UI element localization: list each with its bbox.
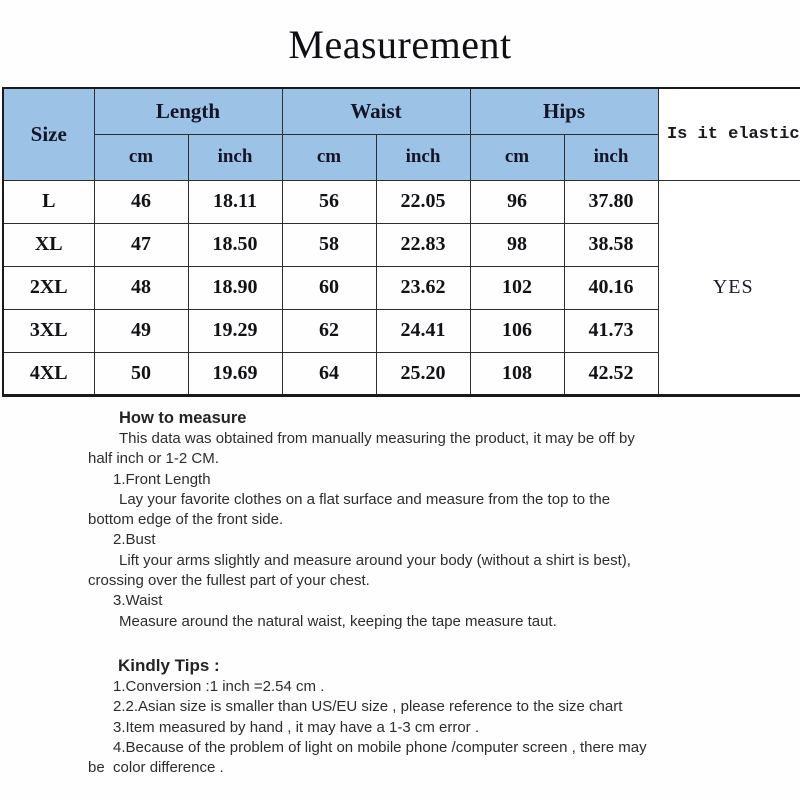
cell-waist-cm: 60 xyxy=(282,266,376,309)
cell-waist-cm: 58 xyxy=(282,223,376,266)
measurement-table-wrap xyxy=(2,87,800,400)
size-row-l xyxy=(3,180,800,223)
tip-color-difference-cont: be color difference . xyxy=(88,759,224,777)
unit-header-waist-inch: inch xyxy=(376,134,470,180)
col-group-hips: Hips xyxy=(470,88,658,134)
cell-length-cm: 47 xyxy=(94,223,188,266)
kindly-tips-section xyxy=(88,655,698,778)
unit-header-hips-inch: inch xyxy=(564,134,658,180)
col-group-length: Length xyxy=(94,88,282,134)
cell-waist-inch: 24.41 xyxy=(376,309,470,352)
unit-header-hips-cm: cm xyxy=(470,134,564,180)
measurement-table xyxy=(2,87,800,397)
cell-length-inch: 18.50 xyxy=(188,223,282,266)
page-title: Measurement xyxy=(288,22,512,67)
howto-line: Measure around the natural waist, keeping the tape measure taut. xyxy=(119,612,557,630)
cell-waist-cm: 64 xyxy=(282,352,376,395)
tip-asian-size: 2.2.Asian size is smaller than US/EU size , please reference to the size chart xyxy=(113,698,623,716)
tip-color-difference: 4.Because of the problem of light on mobile phone /computer screen , there may xyxy=(113,738,647,756)
cell-hips-inch: 42.52 xyxy=(564,352,658,395)
unit-header-length-cm: cm xyxy=(94,134,188,180)
cell-length-cm: 46 xyxy=(94,180,188,223)
cell-waist-inch: 22.05 xyxy=(376,180,470,223)
howto-line: bottom edge of the front side. xyxy=(88,511,284,529)
cell-length-cm: 50 xyxy=(94,352,188,395)
howto-step-bust: 2.Bust xyxy=(113,531,156,549)
col-group-waist: Waist xyxy=(282,88,470,134)
cell-hips-inch: 41.73 xyxy=(564,309,658,352)
cell-hips-cm: 98 xyxy=(470,223,564,266)
cell-hips-inch: 37.80 xyxy=(564,180,658,223)
cell-waist-inch: 23.62 xyxy=(376,266,470,309)
size-label: 4XL xyxy=(3,352,94,395)
cell-length-inch: 19.29 xyxy=(188,309,282,352)
howto-line: This data was obtained from manually measuring the product, it may be off by xyxy=(119,430,635,447)
cell-waist-inch: 22.83 xyxy=(376,223,470,266)
cell-waist-cm: 56 xyxy=(282,180,376,223)
cell-hips-cm: 102 xyxy=(470,266,564,309)
tip-hand-measure: 3.Item measured by hand , it may have a 1-3 cm error . xyxy=(113,718,479,736)
header-row-groups xyxy=(3,88,800,134)
cell-waist-cm: 62 xyxy=(282,309,376,352)
howto-step-waist: 3.Waist xyxy=(113,592,163,610)
cell-hips-inch: 40.16 xyxy=(564,266,658,309)
cell-hips-cm: 108 xyxy=(470,352,564,395)
size-label: XL xyxy=(3,223,94,266)
size-label: 3XL xyxy=(3,309,94,352)
unit-header-length-inch: inch xyxy=(188,134,282,180)
how-to-measure-section xyxy=(88,407,698,632)
size-label: L xyxy=(3,180,94,223)
kindly-tips-heading: Kindly Tips : xyxy=(118,656,220,675)
elastic-value-cell: YES xyxy=(658,180,800,395)
howto-line: half inch or 1-2 CM. xyxy=(88,450,219,468)
cell-length-inch: 19.69 xyxy=(188,352,282,395)
cell-length-inch: 18.90 xyxy=(188,266,282,309)
how-to-measure-heading: How to measure xyxy=(119,409,247,427)
howto-step-front-length: 1.Front Length xyxy=(113,470,211,488)
size-label: 2XL xyxy=(3,266,94,309)
howto-line: crossing over the fullest part of your chest. xyxy=(88,572,370,590)
cell-length-cm: 49 xyxy=(94,309,188,352)
cell-waist-inch: 25.20 xyxy=(376,352,470,395)
col-header-elastic: Is it elastic xyxy=(658,88,800,180)
cell-length-inch: 18.11 xyxy=(188,180,282,223)
cell-hips-inch: 38.58 xyxy=(564,223,658,266)
cell-length-cm: 48 xyxy=(94,266,188,309)
cell-hips-cm: 96 xyxy=(470,180,564,223)
tip-conversion: 1.Conversion :1 inch =2.54 cm . xyxy=(113,678,325,695)
cell-hips-cm: 106 xyxy=(470,309,564,352)
howto-line: Lift your arms slightly and measure around your body (without a shirt is best), xyxy=(119,551,631,569)
col-header-size: Size xyxy=(3,88,94,180)
unit-header-waist-cm: cm xyxy=(282,134,376,180)
howto-line: Lay your favorite clothes on a flat surface and measure from the top to the xyxy=(119,490,611,508)
